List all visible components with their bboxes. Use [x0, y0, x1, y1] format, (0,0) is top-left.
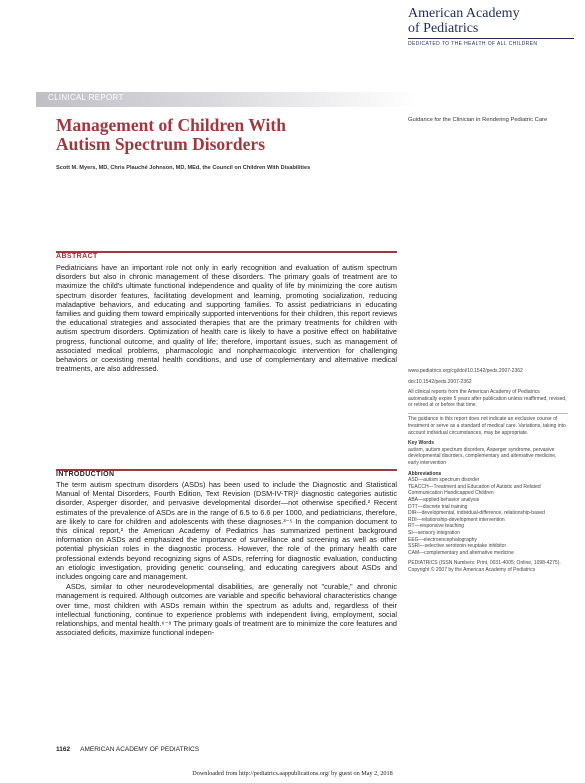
abbreviation-item: RT—responsive teaching [408, 523, 465, 530]
logo-divider [408, 38, 574, 39]
sidebar-divider [408, 413, 568, 414]
abbreviation-item: ASD—autism spectrum disorder [408, 477, 480, 484]
logo-line1: American Academy [408, 6, 520, 21]
abstract-heading: ABSTRACT [56, 253, 98, 260]
keywords-heading: Key Words [408, 440, 435, 447]
abbreviation-item: SSRI—selective serotonin-reuptake inhibitor [408, 543, 507, 550]
introduction-paragraph: ASDs, similar to other neurodevelopmental disabilities, are generally not "curable," and chronic management is required. Although outcomes are variable and specific behavioral characteristics change over time, most children with ASDs remain within the spectrum as adults and, regardless of their intellectual functioning, continue to experience problems with independent living, employment, social relationships, and mental health.⁶⁻⁸ The primary goals of treatment are to minimize the core features and associated deficits, maximize functional indepen- [56, 582, 397, 638]
logo-tagline: DEDICATED TO THE HEALTH OF ALL CHILDREN [408, 41, 538, 47]
page-folio [56, 746, 199, 753]
abbreviations-heading: Abbreviations [408, 470, 442, 477]
article-title-line2: Autism Spectrum Disorders [56, 134, 266, 154]
abstract-body: Pediatricians have an important role not only in early recognition and evaluation of autism spectrum disorders but also in chronic management of these disorders. The primary goals of treatment are to maximize the child's ultimate functional independence and quality of life by minimizing the core autism spectrum disorder features, facilitating development and learning, promoting socialization, reducing maladaptive behaviors, and educating and supporting families. To assist pediatricians in educating families and guiding them toward empirically supported interventions for their children, this report reviews the educational strategies and associated therapies that are the primary treatments for children with autism spectrum disorders. Optimization of health care is likely to have a positive effect on habilitative progress, functional outcome, and quality of life; therefore, important issues, such as management of associated medical problems, pharmacologic and nonpharmacologic intervention for challenging behaviors or coexisting mental health conditions, and use of complementary and alternative medical treatments, are also addressed. [56, 263, 397, 374]
journal-name: AMERICAN ACADEMY OF PEDIATRICS [80, 746, 200, 753]
abbreviations-list [408, 477, 568, 556]
article-title-line1: Management of Children With [56, 115, 286, 135]
download-notice[interactable]: Downloaded from http://pediatrics.aappublications.org/ by guest on May 2, 2018 [192, 770, 393, 777]
section-label: CLINICAL REPORT [48, 93, 124, 102]
author-list: Scott M. Myers, MD, Chris Plauché Johnson, MD, MEd, the Council on Children With Disabilities [56, 165, 311, 171]
abbreviation-item: ABA—applied behavior analysis [408, 497, 480, 503]
abbreviation-item: DTT—discrete trial training [408, 503, 468, 510]
logo-line2: of Pediatrics [408, 21, 479, 36]
page-number: 1162 [56, 746, 71, 753]
expiration-note: All clinical reports from the American Academy of Pediatrics automatically expire 5 years after publication unless reaffirmed, revised, or retired at or before that time. [408, 389, 567, 409]
keywords-list: autism, autism spectrum disorders, Asperger syndrome, pervasive developmental disorders, complementary and alternative medicine, early intervention [408, 446, 557, 467]
introduction-paragraph: The term autism spectrum disorders (ASDs) has been used to include the Diagnostic and Statistical Manual of Mental Disorders, Fourth Edition, Text Revision (DSM-IV-TR)¹ diagnostic categories autistic disorder, Asperger disorder, and pervasive developmental disorder—not otherwise specified.² Recent estimates of the prevalence of ASDs are in the range of 6.5 to 6.6 per 1000, and pediatricians, therefore, are likely to care for children and adolescents with these diagnoses.³⁻⁵ In the companion document to this clinical report,² the American Academy of Pediatrics has summarized pertinent background information on ASDs and emphasized the importance of surveillance and screening as well as other potential physician roles in the diagnostic process. However, the role of the primary health care professional extends beyond recognizing signs of ASDs, referring for diagnostic evaluation, conducting an etiologic investigation, providing genetic counseling, and educating caregivers about ASDs and includes ongoing care and management. [56, 480, 397, 582]
abbreviation-item: TEACCH—Treatment and Education of Autistic and Related Communication Handicapped Children [408, 483, 541, 497]
article-doi: doi:10.1542/peds.2007-2362 [408, 378, 472, 385]
introduction-heading: INTRODUCTION [56, 471, 115, 478]
abbreviation-item: RDI—relationship-development intervention [408, 516, 505, 523]
introduction-body [56, 480, 397, 638]
article-url[interactable]: www.pediatrics.org/cgi/doi/10.1542/peds.2007-2362 [408, 368, 523, 374]
guidance-note: Guidance for the Clinician in Rendering Pediatric Care [408, 117, 548, 123]
abbreviation-item: SI—sensory integration [408, 529, 460, 536]
abbreviation-item: EEG—electroencephalography [408, 536, 477, 543]
abstract-divider [56, 251, 397, 253]
guidance-disclaimer: The guidance in this report does not indicate an exclusive course of treatment or serve as a standard of medical care. Variations, taking into account individual circumstances, may be appropriate. [408, 416, 566, 436]
abbreviation-item: CAM—complementary and alternative medicine [408, 549, 514, 556]
article-sidebar [408, 368, 568, 578]
issn-copyright: PEDIATRICS (ISSN Numbers: Print, 0031-4005; Online, 1098-4275). Copyright © 2007 by the American Academy of Pediatrics [408, 560, 561, 573]
abbreviation-item: DIR—developmental, individual-difference, relationship-based [408, 510, 545, 517]
